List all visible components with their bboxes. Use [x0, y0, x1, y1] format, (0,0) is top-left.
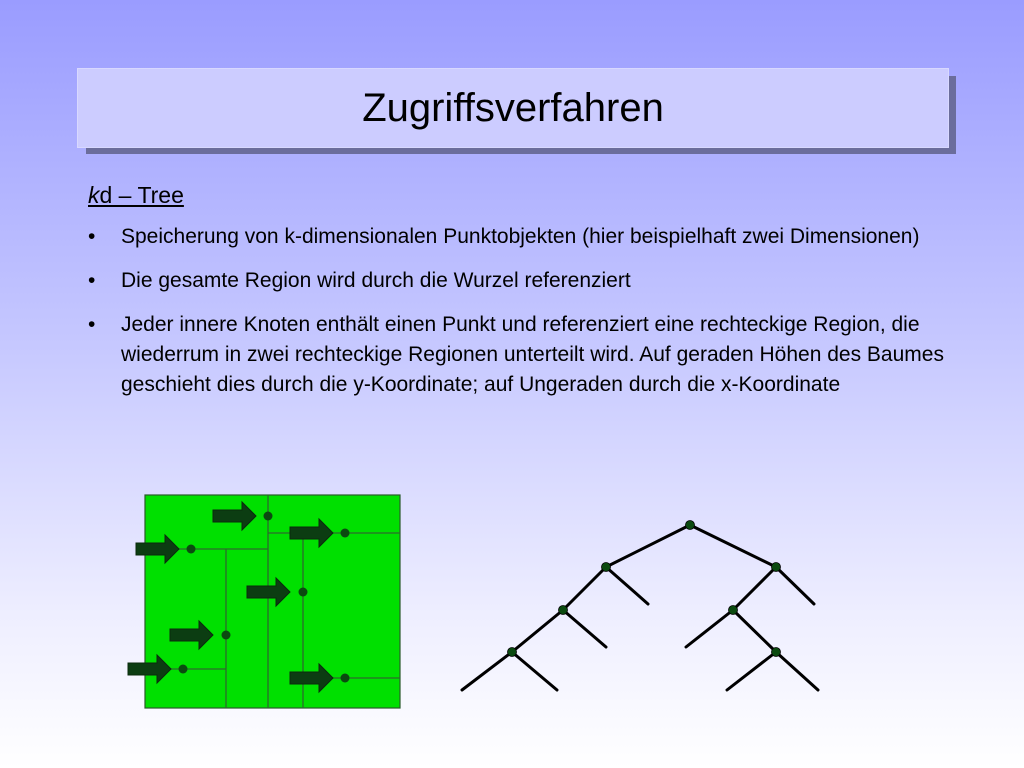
- page-title: Zugriffsverfahren: [362, 85, 664, 130]
- tree-node: [772, 563, 781, 572]
- point: [264, 512, 273, 521]
- subtitle-italic: k: [88, 182, 100, 208]
- tree-edge: [512, 610, 563, 652]
- tree-node: [559, 606, 568, 615]
- point: [299, 588, 308, 597]
- tree-edges: [462, 525, 818, 690]
- bullet-text: Die gesamte Region wird durch die Wurzel referenziert: [121, 269, 631, 292]
- tree-node: [602, 563, 611, 572]
- tree-node: [729, 606, 738, 615]
- bullet-text: Jeder innere Knoten enthält einen Punkt und referenziert eine rechteckige Region, die wiederrum in zwei rechteckige Regionen unterteilt wird. Auf geraden Höhen des Baumes geschieht dies durch die y-Koordinate; auf Ungeraden durch die x-Koordinate: [121, 313, 944, 396]
- bullet-dot: •: [88, 269, 96, 292]
- tree-edge: [563, 567, 606, 610]
- tree-node: [508, 648, 517, 657]
- tree-node: [686, 521, 695, 530]
- tree-edge: [606, 525, 690, 567]
- tree-edge: [462, 652, 512, 690]
- tree-edge: [776, 567, 814, 604]
- bullet-dot: •: [88, 225, 96, 248]
- tree-edge: [776, 652, 818, 690]
- point: [341, 529, 350, 538]
- tree-edge: [686, 610, 733, 647]
- tree-edge: [563, 610, 606, 647]
- bullet-dot: •: [88, 313, 96, 336]
- region-rectangle: [145, 495, 400, 708]
- tree-node: [772, 648, 781, 657]
- tree-edge: [606, 567, 648, 604]
- point: [222, 631, 231, 640]
- subtitle-rest: d – Tree: [99, 182, 184, 208]
- tree-nodes: [508, 521, 781, 657]
- bullet-text: Speicherung von k-dimensionalen Punktobjekten (hier beispielhaft zwei Dimensionen): [121, 225, 920, 248]
- point: [179, 665, 188, 674]
- point: [187, 545, 196, 554]
- tree-edge: [733, 610, 776, 652]
- tree-edge: [733, 567, 776, 610]
- tree-edge: [690, 525, 776, 567]
- tree-edge: [512, 652, 557, 690]
- tree-edge: [727, 652, 776, 690]
- point: [341, 674, 350, 683]
